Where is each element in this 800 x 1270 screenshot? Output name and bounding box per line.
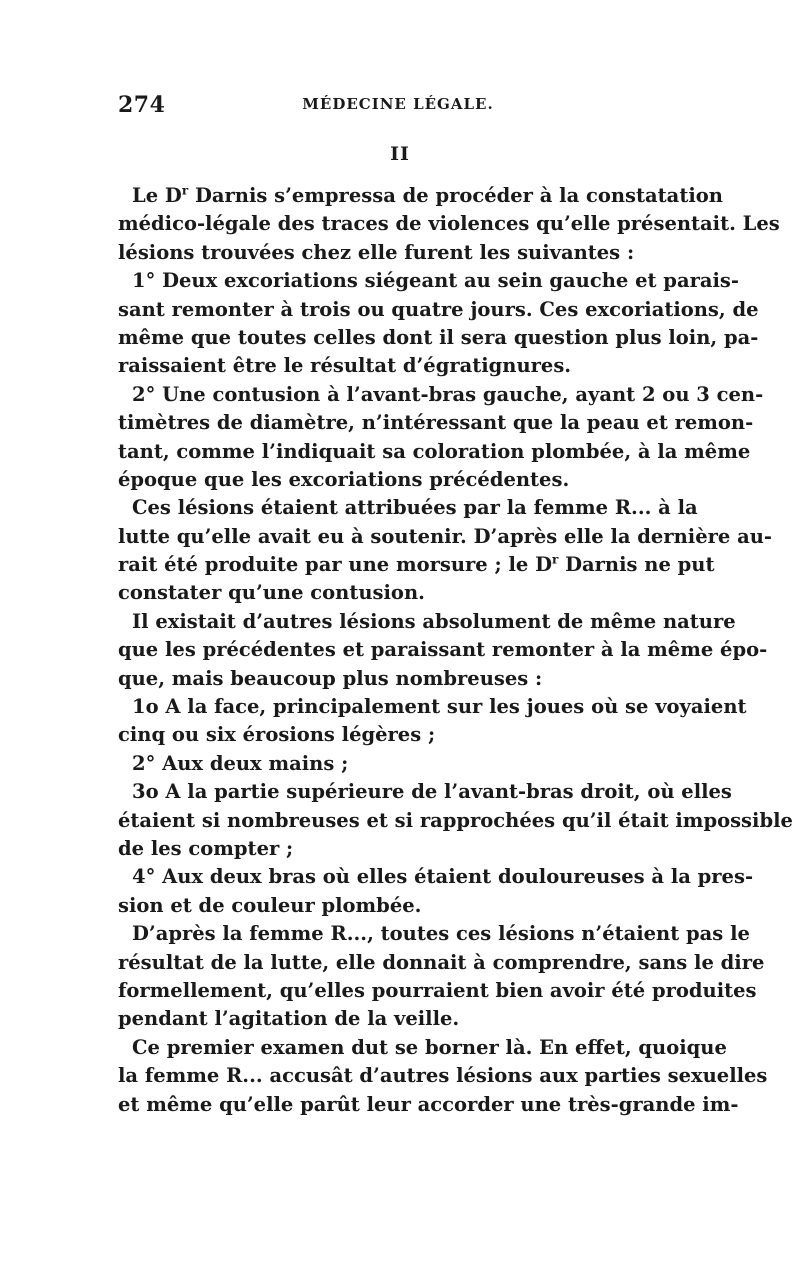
text-line-segment: timètres de diamètre, n’intéressant que la peau et remon-	[118, 411, 754, 435]
text-line	[118, 523, 772, 551]
text-line-segment: sant remonter à trois ou quatre jours. Ces excoriations, de	[118, 297, 759, 321]
text-line-segment: Ce premier examen dut se borner là. En effet, quoique	[132, 1035, 727, 1059]
text-line	[118, 494, 698, 522]
text-line-segment: 3o A la partie supérieure de l’avant-bras droit, où elles	[132, 780, 732, 804]
text-line	[118, 352, 674, 380]
text-line	[118, 920, 750, 948]
text-line-segment: lutte qu’elle avait eu à soutenir. D’après elle la dernière au-	[118, 524, 772, 548]
text-line-segment: Darnis s’empressa de procéder à la constatation	[188, 184, 723, 207]
text-line-segment: la femme R... accusât d’autres lésions aux parties sexuelles	[118, 1064, 768, 1088]
section-number: II	[390, 143, 410, 165]
text-line	[118, 551, 715, 579]
text-line-segment: 2° Une contusion à l’avant-bras gauche, ayant 2 ou 3 cen-	[132, 382, 764, 406]
superscript: r	[551, 552, 559, 567]
text-line	[118, 778, 732, 806]
text-line-segment: lésions trouvées chez elle furent les suivantes :	[118, 240, 635, 264]
text-line-segment: 4° Aux deux bras où elles étaient douloureuses à la pres-	[132, 865, 754, 889]
text-line	[118, 1034, 727, 1062]
text-line	[118, 296, 759, 324]
text-line	[118, 239, 674, 267]
text-line-segment: et même qu’elle parût leur accorder une très-grande im-	[118, 1092, 739, 1116]
text-line	[118, 579, 674, 607]
text-line-segment: 2° Aux deux mains ;	[132, 751, 349, 775]
text-line-segment: même que toutes celles dont il sera question plus loin, pa-	[118, 325, 759, 349]
text-line-segment: 1o A la face, principalement sur les joues où se voyaient	[132, 695, 747, 719]
text-line	[118, 892, 674, 920]
superscript: r	[181, 183, 189, 198]
text-line-segment: Le D	[132, 184, 182, 207]
text-line	[118, 949, 765, 977]
text-line	[118, 750, 674, 778]
text-line	[118, 438, 751, 466]
text-line-segment: 1° Deux excoriations siégeant au sein gauche et parais-	[132, 269, 739, 293]
page-number: 274	[118, 92, 166, 118]
text-line-segment: Ces lésions étaient attribuées par la femme R... à la	[132, 496, 698, 520]
running-head	[118, 92, 678, 120]
text-line	[118, 807, 793, 835]
text-line-segment: étaient si nombreuses et si rapprochées qu’il était impossible	[118, 808, 793, 832]
text-line	[118, 182, 723, 210]
text-line-segment: tant, comme l’indiquait sa coloration plombée, à la même	[118, 439, 751, 463]
text-line	[118, 381, 764, 409]
text-line	[118, 608, 736, 636]
body-text	[118, 182, 793, 1119]
text-line-segment: formellement, qu’elles pourraient bien avoir été produites	[118, 978, 757, 1002]
text-line	[118, 977, 757, 1005]
text-line	[118, 1005, 674, 1033]
text-line-segment: constater qu’une contusion.	[118, 581, 425, 605]
text-line-segment: D’après la femme R..., toutes ces lésions n’étaient pas le	[132, 922, 750, 946]
running-title: MÉDECINE LÉGALE.	[302, 95, 494, 113]
text-line-segment: sion et de couleur plombée.	[118, 893, 422, 917]
text-line-segment: que, mais beaucoup plus nombreuses :	[118, 666, 543, 690]
text-line-segment: résultat de la lutte, elle donnait à comprendre, sans le dire	[118, 950, 765, 974]
text-line	[118, 693, 747, 721]
text-line-segment: rait été produite par une morsure ; le D	[118, 553, 552, 577]
text-line-segment: médico-légale des traces de violences qu’elle présentait. Les	[118, 212, 780, 236]
text-line-segment: raissaient être le résultat d’égratignures.	[118, 354, 572, 378]
text-line	[118, 1062, 768, 1090]
text-line-segment: que les précédentes et paraissant remonter à la même épo-	[118, 638, 768, 662]
text-line	[118, 409, 754, 437]
text-line-segment: de les compter ;	[118, 836, 294, 860]
text-line-segment: Darnis ne put	[558, 553, 715, 577]
text-line	[118, 665, 674, 693]
text-line	[118, 267, 739, 295]
text-line	[118, 1091, 739, 1119]
text-line-segment: cinq ou six érosions légères ;	[118, 723, 436, 747]
text-line	[118, 466, 674, 494]
text-line	[118, 835, 674, 863]
text-line-segment: pendant l’agitation de la veille.	[118, 1007, 460, 1031]
text-line-segment: Il existait d’autres lésions absolument de même nature	[132, 609, 736, 633]
text-line	[118, 636, 768, 664]
text-line	[118, 721, 674, 749]
text-line	[118, 324, 759, 352]
text-line-segment: époque que les excoriations précédentes.	[118, 467, 570, 491]
text-line	[118, 210, 780, 238]
text-line	[118, 863, 754, 891]
